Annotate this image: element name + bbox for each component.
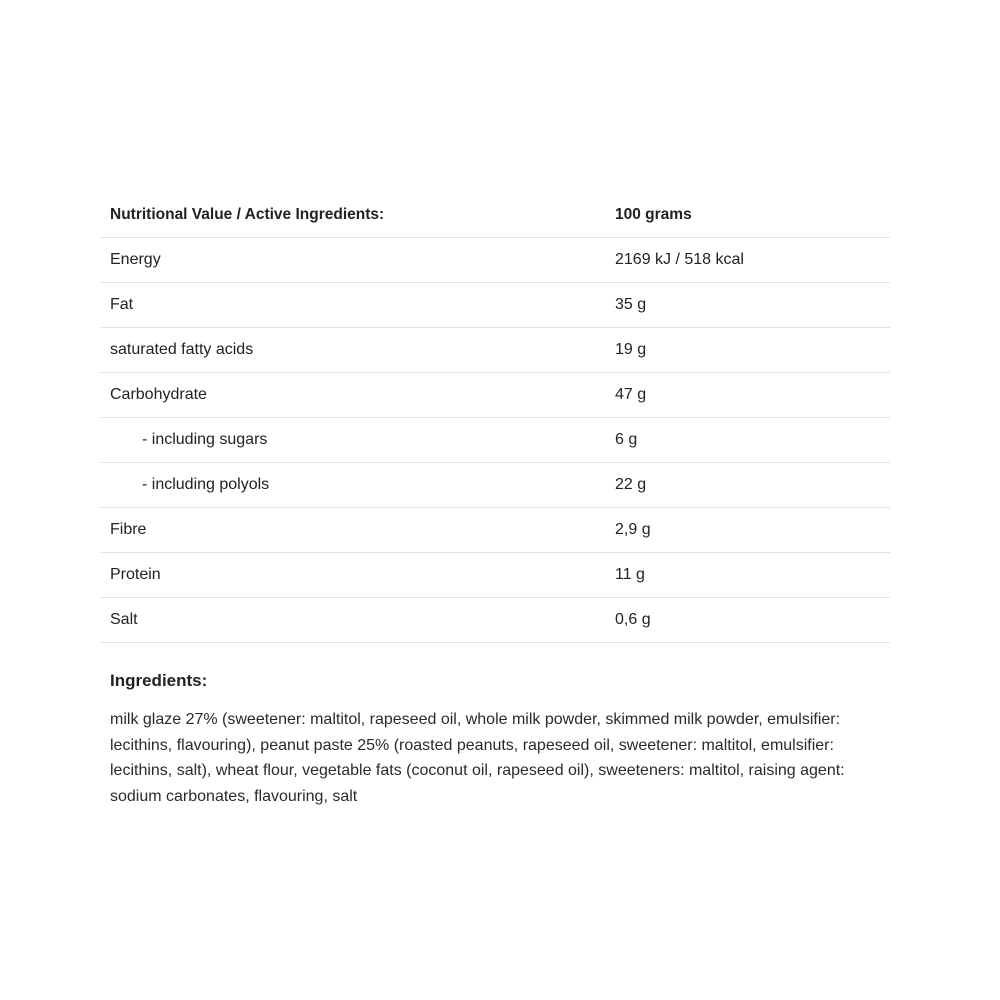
row-name: Salt (110, 611, 138, 628)
row-value: 19 g (615, 341, 647, 358)
header-name-cell: Nutritional Value / Active Ingredients: (110, 206, 385, 223)
row-name: Protein (110, 566, 161, 583)
row-value: 0,6 g (615, 611, 651, 628)
row-name: Carbohydrate (110, 386, 207, 403)
row-name: Fat (110, 296, 134, 313)
row-value: 2,9 g (615, 521, 651, 538)
row-name: - including sugars (142, 431, 268, 448)
ingredients-text: milk glaze 27% (sweetener: maltitol, rapeseed oil, whole milk powder, skimmed milk powder, emulsifier: lecithins, flavouring), peanut paste 25% (roasted peanuts, rapeseed oil, sweetener: maltitol, emulsifier: lecithins, salt), wheat flour, vegetable fats (coconut oil, rapeseed oil), sweeteners: maltitol, raising agent: sodium carbonates, flavouring, salt (110, 711, 845, 805)
header-value-cell: 100 grams (615, 206, 692, 223)
table-row-polyols (100, 463, 890, 508)
row-name: Fibre (110, 521, 147, 538)
row-name: - including polyols (142, 476, 270, 493)
row-value: 35 g (615, 296, 647, 313)
table-row-carbohydrate (100, 373, 890, 418)
row-value: 2169 kJ / 518 kcal (615, 251, 744, 268)
row-value: 6 g (615, 431, 638, 448)
ingredients-heading: Ingredients: (110, 671, 208, 690)
table-header-row (100, 193, 890, 238)
table-row-protein (100, 553, 890, 598)
row-name: Energy (110, 251, 161, 268)
row-name: saturated fatty acids (110, 341, 254, 358)
row-value: 47 g (615, 386, 647, 403)
nutrition-panel (100, 193, 890, 809)
table-row-sugars (100, 418, 890, 463)
table-row-energy (100, 238, 890, 283)
table-row-saturated-fatty-acids (100, 328, 890, 373)
table-row-salt (100, 598, 890, 643)
nutrition-table (100, 193, 890, 643)
table-row-fibre (100, 508, 890, 553)
table-row-fat (100, 283, 890, 328)
row-value: 11 g (615, 566, 645, 583)
row-value: 22 g (615, 476, 647, 493)
